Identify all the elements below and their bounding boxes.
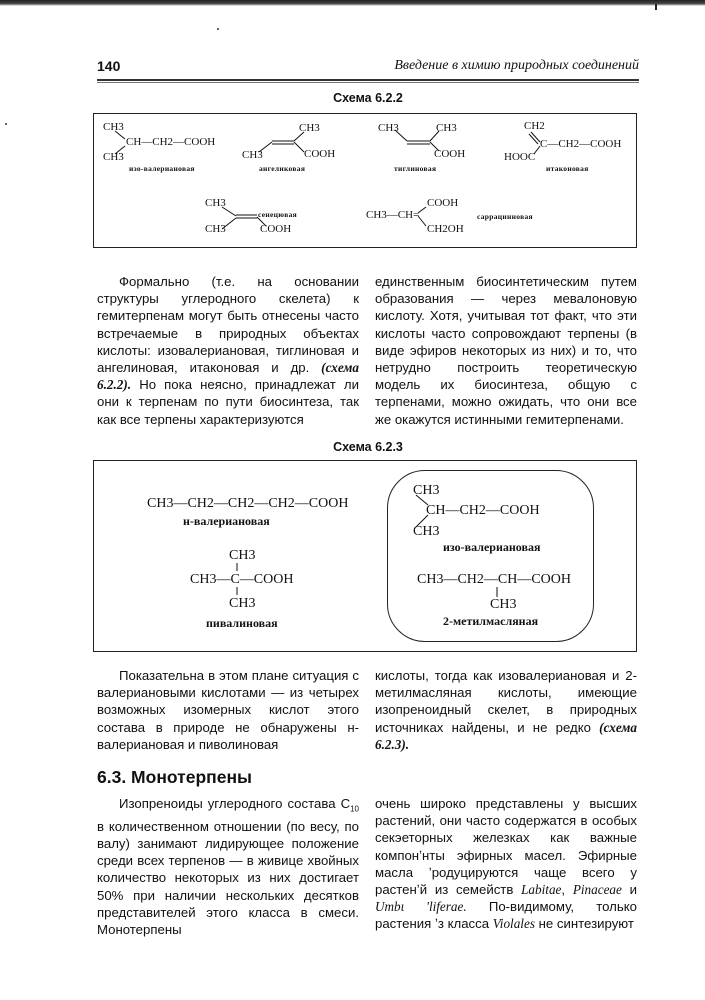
formula-text: CH3	[229, 596, 256, 611]
section-heading: 6.3. Монотерпены	[97, 767, 252, 787]
compound-label: тиглиновая	[394, 164, 437, 173]
compound-label: пивалиновая	[206, 616, 278, 630]
formula-text: COOH	[304, 148, 336, 160]
body-text: Формально (т.е. на основании структуры углеродного скелета) к гемитерпенам могут быть отнесены часто встречаемые в природных объектах кислоты: изовалериановая, тиглиновая и ангелиновая, итаконовая и др.	[97, 274, 359, 376]
compound-label: н-валериановая	[183, 514, 270, 528]
body-text: очень широко представлены у высших растений, они часто содержатся в особых секэеторных железках как важные компонʼнты эфирных масел. Эфирные масла ʼродуцируются чаще всего у растенʼй из семейств	[375, 796, 637, 898]
formula-text: CH3	[103, 151, 124, 163]
formula-text: CH3	[229, 548, 256, 563]
formula-text: COOH	[260, 223, 292, 235]
body-text: в количественном отношении (по весу, по валу) занимают лидирующее положение среди всех терпенов — в живице хвойных количество некоторых из них достигает 50% при наличии нескольких десятков представителей этого класса в смеси. Монотерпены	[97, 818, 359, 938]
formula-text: COOH	[427, 197, 459, 209]
formula-text: C—CH2—COOH	[540, 138, 622, 150]
formula-text: CH3	[413, 524, 440, 539]
body-text: не синтезируют	[534, 916, 634, 932]
compound-label: итаконовая	[546, 164, 589, 173]
body-text: По-видимому, только растения ʼз класса	[375, 899, 637, 932]
compound-label: ангеликовая	[259, 164, 306, 173]
formula-text: COOH	[434, 148, 466, 160]
formula-text: CH3	[205, 197, 226, 209]
column-right-text-c	[375, 795, 637, 933]
column-left-text-c	[97, 795, 359, 938]
formula-text: CH2	[524, 120, 545, 132]
subscript: 10	[350, 804, 359, 814]
formula-text: CH3—CH=	[366, 209, 420, 221]
formula-text: CH3—CH2—CH—COOH	[417, 572, 572, 587]
formula-text: CH3	[103, 121, 124, 133]
running-title: Введение в химию природных соединений	[394, 58, 639, 73]
body-text: Показательна в этом плане ситуация с валериановыми кислотами — из четырех возможных изомерных кислот этого состава в природе не обнаружены н-валериановая и пиволиновая	[97, 668, 359, 752]
scheme-623-title: Схема 6.2.3	[333, 440, 403, 454]
scheme-622-title: Схема 6.2.2	[333, 91, 403, 105]
body-text: Но пока неясно, принадлежат ли они к терпенам по пути биосинтеза, так как все терпены характеризуются	[97, 377, 359, 427]
formula-text: CH3	[436, 122, 457, 134]
taxon-name: Labitae	[521, 882, 562, 898]
body-text: и	[621, 882, 637, 898]
formula-text: HOOC	[504, 151, 536, 163]
page-number: 140	[97, 58, 121, 74]
body-text: единственным биосинтетическим путем образования — через мевалоновую кислоту. Хотя, учитывая тот факт, что эти кислоты часто сопровождают терпены (в виде эфиров некоторых из них) и то, что нетрудно построить теоретическую модель их биосинтеза, общую с терпенами, можно ожидать, что они все же окажутся истинными гемитерпенами.	[375, 274, 637, 427]
compound-label: 2-метилмасляная	[443, 614, 539, 628]
scheme-reference: (схема 6.2.2).	[97, 360, 359, 393]
compound-label: изо-валериановая	[129, 164, 195, 173]
column-right-text-b	[375, 667, 637, 753]
formula-text: CH2OH	[427, 223, 464, 235]
body-text: Изопреноиды углеродного состава C	[119, 796, 351, 811]
column-left-text-b	[97, 667, 359, 753]
formula-text: CH3	[242, 149, 263, 161]
formula-text: CH3	[378, 122, 399, 134]
compound-label: сенецювая	[258, 210, 298, 219]
formula-text: CH—CH2—COOH	[426, 503, 540, 518]
compound-label: саррацинновая	[477, 212, 533, 221]
taxon-name: Violales	[492, 916, 535, 932]
scheme-reference: (схема 6.2.3).	[375, 719, 637, 752]
taxon-name: Umbɩ 'liferae.	[375, 899, 467, 915]
body-text: кислоты, тогда как изовалериановая и 2-метилмасляная кислоты, имеющие изопреноидный скелет, в природных источниках найдены, и не редко	[375, 668, 637, 735]
formula-text: CH3	[490, 597, 517, 612]
compound-label: изо-валериановая	[443, 540, 541, 554]
formula-text: CH3	[205, 223, 226, 235]
taxon-name: Pinaceae	[572, 882, 622, 898]
formula-n-valeric: CH3—CH2—CH2—CH2—COOH	[147, 496, 349, 511]
punctuation: ,	[561, 882, 573, 898]
formula-text: CH3—C—COOH	[190, 572, 294, 587]
formula-text: CH3	[413, 483, 440, 498]
formula-text: CH3	[299, 122, 320, 134]
formula-text: CH—CH2—COOH	[126, 136, 216, 148]
